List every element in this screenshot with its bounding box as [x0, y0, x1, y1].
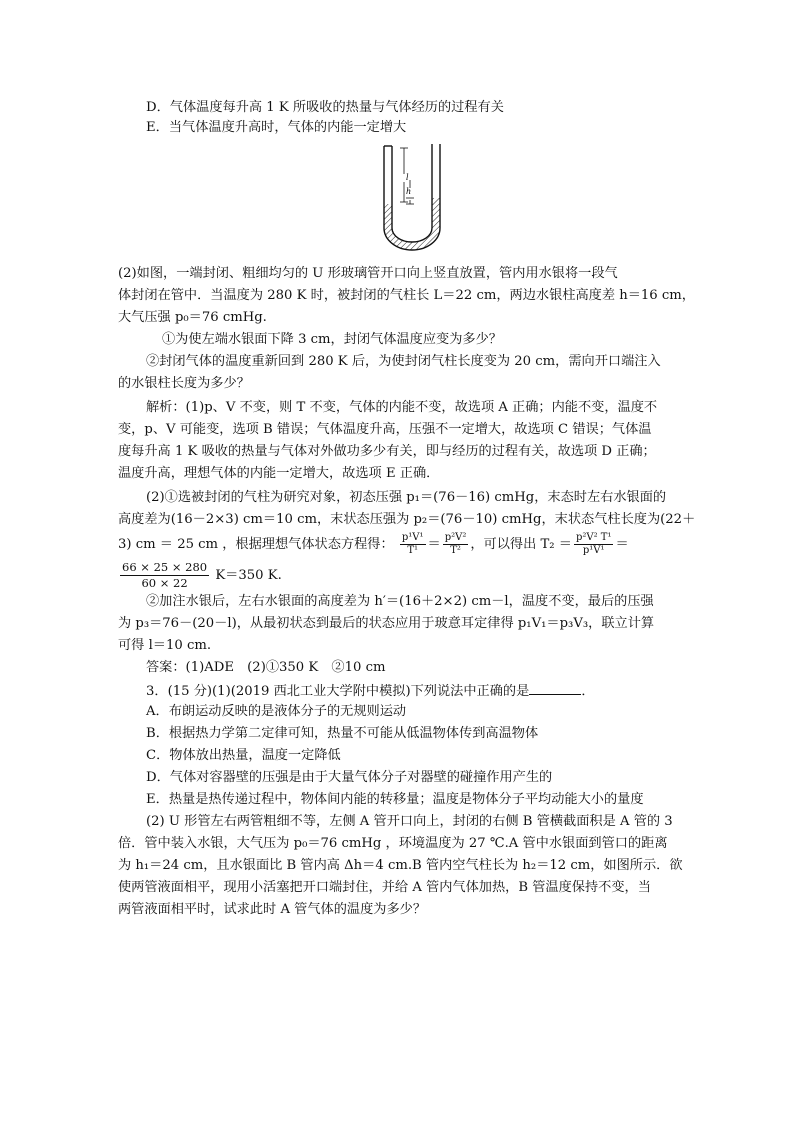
analysis-formula-line: [118, 532, 629, 557]
formula-lead-text: 3) cm ＝ 25 cm ，根据理想气体状态方程得：: [118, 537, 394, 552]
analysis-line5: (2)①选被封闭的气柱为研究对象，初态压强 p₁＝(76－16) cmHg，末态时左右水银面的: [146, 490, 667, 505]
analysis-line4: 温度升高，理想气体的内能一定增大，故选项 E 正确．: [118, 466, 440, 481]
q2-sub1: ①为使左端水银面下降 3 cm，封闭气体温度应变为多少？: [162, 332, 502, 347]
q3-part2-line5: 两管液面相平时，试求此时 A 管气体的温度为多少？: [118, 902, 427, 917]
analysis-line9: 为 p₃＝76－(20－l)，从最初状态到最后的状态应用于玻意耳定律得 p₁V₁＝p₃V₃，联立计算: [118, 616, 655, 631]
label-l: l: [406, 173, 409, 182]
option-d: D．气体温度每升高 1 K 所吸收的热量与气体经历的过程有关: [146, 100, 504, 115]
fraction-2-den: T²: [450, 545, 461, 556]
result-text: K＝350 K.: [215, 568, 282, 583]
q2-line1: (2)如图，一端封闭、粗细均匀的 U 形玻璃管开口向上竖直放置，管内用水银将一段气: [118, 266, 618, 281]
answer-line: 答案：(1)ADE (2)①350 K ②10 cm: [146, 660, 386, 675]
big-fraction: [120, 560, 209, 591]
q3-stem-end: ．: [581, 684, 595, 699]
q2-sub2-line2: 的水银柱长度为多少？: [118, 376, 250, 391]
u-tube-figure: [380, 144, 444, 252]
analysis-line10: 可得 l＝10 cm.: [118, 638, 212, 653]
fraction-1: [400, 532, 426, 557]
analysis-line2: 变，p、V 可能变，选项 B 错误；气体温度升高，压强不一定增大，故选项 C 错误；气体温: [118, 422, 652, 437]
q3-part2-line4: 使两管液面相平，现用小活塞把开口端封住，并给 A 管内气体加热，B 管温度保持不变，当: [118, 880, 651, 895]
q3-part2-line1: (2) U 形管左右两管粗细不等，左侧 A 管开口向上，封闭的右侧 B 管横截面积是 A 管的 3: [146, 814, 673, 829]
formula-mid-text: ，可以得出 T₂ ＝: [470, 537, 572, 552]
big-fraction-den: 60 × 22: [141, 576, 188, 590]
numeric-result-line: [118, 560, 282, 591]
fraction-1-den: T¹: [407, 545, 419, 556]
big-fraction-num: 66 × 25 × 280: [122, 560, 208, 574]
q3-stem: [146, 680, 595, 702]
q3-option-a: A．布朗运动反映的是液体分子的无规则运动: [146, 704, 407, 719]
answer-blank[interactable]: [529, 680, 581, 695]
analysis-line6: 高度差为(16－2×3) cm＝10 cm，末状态压强为 p₂＝(76－10) cmHg，末状态气柱长度为(22＋: [118, 512, 696, 527]
q2-line3: 大气压强 p₀＝76 cmHg.: [118, 310, 267, 325]
equals-sign: ＝: [427, 537, 441, 552]
q3-part2-line3: 为 h₁＝24 cm，且水银面比 B 管内高 Δh＝4 cm.B 管内空气柱长为 h₂＝12 cm，如图所示．欲: [118, 858, 683, 873]
q3-option-d: D．气体对容器壁的压强是由于大量气体分子对器壁的碰撞作用产生的: [146, 770, 553, 785]
q3-option-c: C．物体放出热量，温度一定降低: [146, 748, 341, 763]
analysis-line1: 解析：(1)p、V 不变，则 T 不变，气体的内能不变，故选项 A 正确；内能不变，温度不: [146, 400, 658, 415]
q3-option-b: B．根据热力学第二定律可知，热量不可能从低温物体传到高温物体: [146, 726, 539, 741]
formula-tail-equals: ＝: [615, 537, 629, 552]
fraction-2-num: p²V²: [444, 532, 467, 543]
fraction-2: [443, 532, 469, 557]
option-e: E．当气体温度升高时，气体的内能一定增大: [146, 120, 407, 135]
fraction-3-num: p²V² T¹: [575, 532, 612, 543]
fraction-3-den: p¹V¹: [582, 545, 605, 556]
fraction-3: [574, 532, 614, 557]
analysis-line8: ②加注水银后，左右水银面的高度差为 h′＝(16＋2×2) cm－l，温度不变，最后的压强: [146, 594, 654, 609]
q3-stem-text: 3．(15 分)(1)(2019 西北工业大学附中模拟)下列说法中正确的是: [146, 684, 530, 699]
label-h: h: [406, 187, 412, 196]
q3-option-e: E．热量是热传递过程中，物体间内能的转移量；温度是物体分子平均动能大小的量度: [146, 792, 644, 807]
q3-part2-line2: 倍．管中装入水银，大气压为 p₀＝76 cmHg ，环境温度为 27 ℃.A 管中水银面到管口的距离: [118, 836, 668, 851]
fraction-1-num: p¹V¹: [401, 532, 424, 543]
analysis-line3: 度每升高 1 K 吸收的热量与气体对外做功多少有关，即与经历的过程有关，故选项 D 正确；: [118, 444, 656, 459]
q2-line2: 体封闭在管中．当温度为 280 K 时，被封闭的气柱长 L＝22 cm，两边水银柱高度差 h＝16 cm，: [118, 288, 695, 303]
q2-sub2-line1: ②封闭气体的温度重新回到 280 K 后，为使封闭气柱长度变为 20 cm，需向开口端注入: [146, 354, 661, 369]
